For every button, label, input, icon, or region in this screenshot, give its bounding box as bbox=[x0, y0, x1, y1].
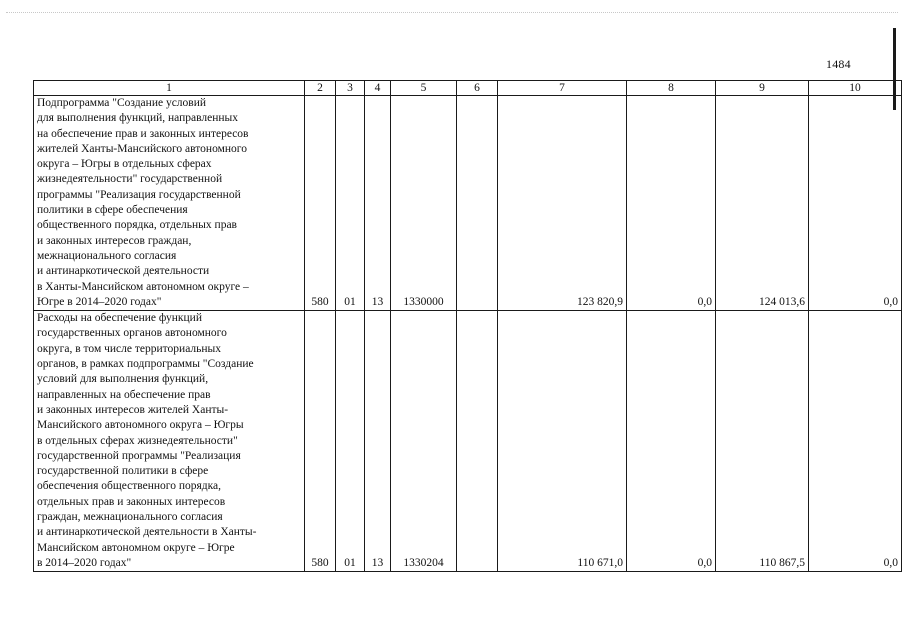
row-cell-5: 1330000 bbox=[391, 96, 457, 311]
row-cell-7: 110 671,0 bbox=[498, 311, 627, 572]
column-header-3: 3 bbox=[336, 81, 365, 96]
column-header-4: 4 bbox=[365, 81, 391, 96]
row-cell-3: 01 bbox=[336, 311, 365, 572]
row-cell-8: 0,0 bbox=[627, 311, 716, 572]
row-cell-5: 1330204 bbox=[391, 311, 457, 572]
row-cell-7: 123 820,9 bbox=[498, 96, 627, 311]
row-cell-2: 580 bbox=[305, 96, 336, 311]
column-header-1: 1 bbox=[34, 81, 305, 96]
row-cell-9: 110 867,5 bbox=[716, 311, 809, 572]
table-row bbox=[34, 96, 902, 311]
column-number-row bbox=[34, 81, 902, 96]
row-cell-8: 0,0 bbox=[627, 96, 716, 311]
row-cell-10: 0,0 bbox=[809, 96, 902, 311]
column-header-7: 7 bbox=[498, 81, 627, 96]
row-cell-10: 0,0 bbox=[809, 311, 902, 572]
row-cell-3: 01 bbox=[336, 96, 365, 311]
column-header-6: 6 bbox=[457, 81, 498, 96]
column-header-9: 9 bbox=[716, 81, 809, 96]
row-cell-4: 13 bbox=[365, 311, 391, 572]
page-number: 1484 bbox=[826, 57, 851, 71]
row-cell-6 bbox=[457, 311, 498, 572]
column-header-2: 2 bbox=[305, 81, 336, 96]
row-cell-9: 124 013,6 bbox=[716, 96, 809, 311]
row-description: Расходы на обеспечение функций государственных органов автономного округа, в том числе территориальных органов, в рамках подпрограммы "Создание условий для выполнения функций, направленных на обеспечение прав и законных интересов жителей Ханты- Мансийского автономного округа – Югры в отдельных сферах жизнедеятельности" государственной программы "Реализация государственной политики в сфере обеспечения общественного порядка, отдельных прав и законных интересов граждан, межнационального согласия и антинаркотической деятельности в Ханты- Мансийском автономном округе – Югре в 2014–2020 годах" bbox=[34, 311, 305, 572]
table-row bbox=[34, 311, 902, 572]
row-cell-4: 13 bbox=[365, 96, 391, 311]
budget-table bbox=[33, 80, 902, 572]
row-cell-2: 580 bbox=[305, 311, 336, 572]
row-description: Подпрограмма "Создание условий для выполнения функций, направленных на обеспечение прав и законных интересов жителей Ханты-Мансийского автономного округа – Югры в отдельных сферах жизнедеятельности" государственной программы "Реализация государственной политики в сфере обеспечения общественного порядка, отдельных прав и законных интересов граждан, межнационального согласия и антинаркотической деятельности в Ханты-Мансийском автономном округе – Югре в 2014–2020 годах" bbox=[34, 96, 305, 311]
column-header-8: 8 bbox=[627, 81, 716, 96]
column-header-5: 5 bbox=[391, 81, 457, 96]
row-cell-6 bbox=[457, 96, 498, 311]
scan-edge-dots bbox=[6, 12, 898, 13]
column-header-10: 10 bbox=[809, 81, 902, 96]
